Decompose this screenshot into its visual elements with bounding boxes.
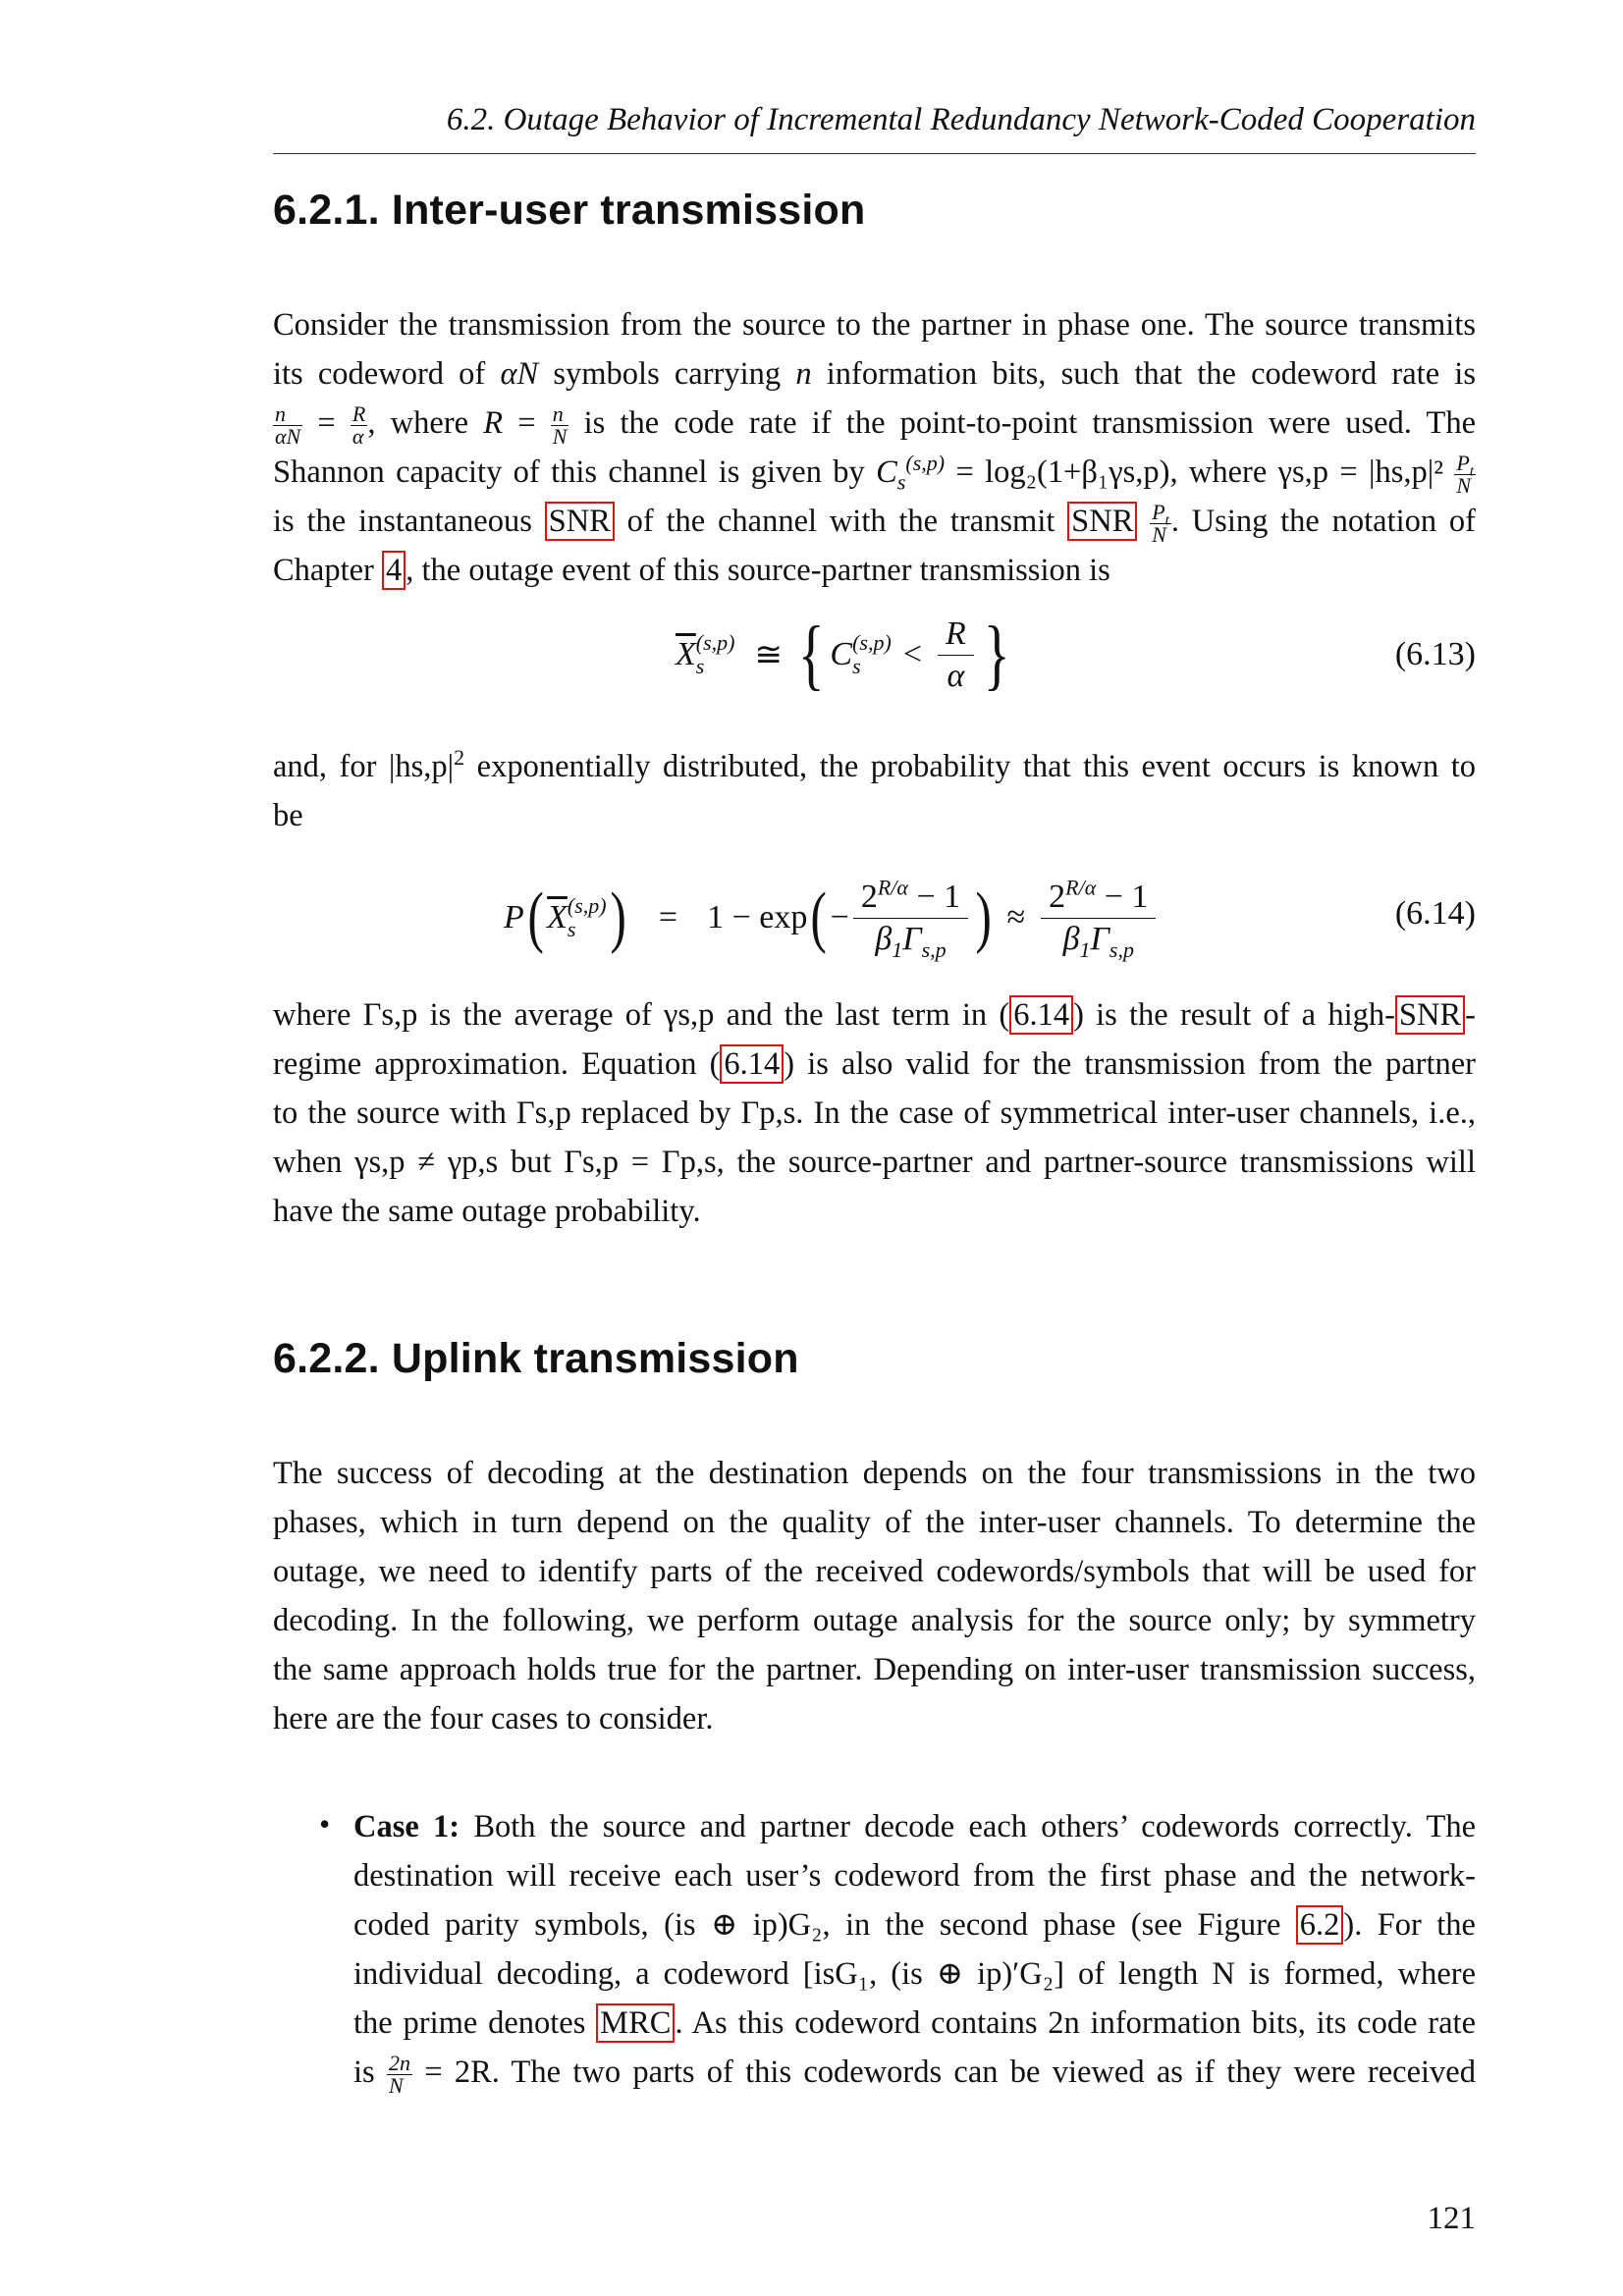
fraction-R-over-alpha: $\frac{R}{\alpha}$ (352, 401, 366, 450)
text-line: and, for $|hs,p|^2$ exponentially distributed, the probability that this event occurs is known to (273, 745, 1476, 784)
fraction-n-over-alphaN: $\frac{n}{\alpha N}$ (275, 401, 301, 450)
text-line: its codeword of αN symbols carrying n information bits, such that the codeword rate is (273, 356, 1476, 392)
link-mrc[interactable]: MRC (596, 2003, 675, 2043)
header-rule (273, 153, 1476, 154)
text-line: is the instantaneous SNR of the channel with the transmit SNR $\frac{P_t}{N}$ . Using the notation of (273, 500, 1476, 548)
text-line: decoding. In the following, we perform outage analysis for the source only; by symmetry (273, 1603, 1476, 1638)
link-snr[interactable]: SNR (1067, 502, 1137, 541)
text-line: be (273, 798, 303, 833)
equation-6-14: P ( $\overline{X}$ (s,p) s ) = 1 − exp ( − $\frac{2^{R/\alpha} - 1}{\beta_1\Gamma_{s,p}}$ ) ≈ $\frac{2^{R/\alpha} - 1}{\beta_1\Gamma_{s,p}}$ (6.14) (504, 875, 1476, 962)
paragraph-exponential (273, 742, 1476, 840)
text-line: to the source with Γs,p replaced by Γp,s. In the case of symmetrical inter-user channels, i.e., (273, 1095, 1476, 1131)
text-line: when γs,p ≠ γp,s but Γs,p = Γp,s, the source-partner and partner-source transmissions will (273, 1145, 1476, 1180)
section-heading-uplink: 6.2.2. Uplink transmission (273, 1335, 799, 1382)
case-label: Case 1: (353, 1809, 460, 1844)
text-line: Chapter 4 , the outage event of this source-partner transmission is (273, 553, 1110, 588)
text-line: Case 1: Both the source and partner decode each others’ codewords correctly. The (353, 1809, 1476, 1844)
text-line: the same approach holds true for the partner. Depending on inter-user transmission success, (273, 1652, 1476, 1687)
link-figure-6-2[interactable]: 6.2 (1296, 1905, 1344, 1945)
link-snr[interactable]: SNR (1395, 995, 1465, 1035)
text-line: the prime denotes MRC . As this codeword contains 2n information bits, its code rate (353, 2005, 1476, 2041)
text-line: is $\frac{2n}{N}$ = 2R. The two parts of this codewords can be viewed as if they were received (353, 2051, 1476, 2099)
link-chapter-4[interactable]: 4 (382, 551, 406, 590)
text-line: phases, which in turn depend on the quality of the inter-user channels. To determine the (273, 1505, 1476, 1540)
text-line: have the same outage probability. (273, 1194, 701, 1229)
text-line: outage, we need to identify parts of the received codewords/symbols that will be used for (273, 1554, 1476, 1589)
text-line: individual decoding, a codeword [isG₁, (is ⊕ ip)′G₂] of length N is formed, where (353, 1956, 1476, 1992)
paragraph-inter-user (273, 300, 1476, 595)
text-line: The success of decoding at the destination depends on the four transmissions in the two (273, 1456, 1476, 1491)
link-eq-6-14[interactable]: 6.14 (1009, 995, 1073, 1035)
text-line: coded parity symbols, (is ⊕ ip)G₂, in the second phase (see Figure 6.2 ). For the (353, 1907, 1476, 1943)
equation-number: (6.14) (1394, 895, 1476, 932)
link-eq-6-14[interactable]: 6.14 (720, 1044, 784, 1084)
list-item-case-1 (353, 1802, 1476, 2097)
text-line: where Γs,p is the average of γs,p and the last term in ( 6.14 ) is the result of a high- SNR - (273, 997, 1476, 1033)
equation-number: (6.13) (1394, 636, 1476, 672)
text-line: Shannon capacity of this channel is given by $C_s^{(s,p)} = \log_2(1+\beta_1\gamma s,p)$, where γs,p = |hs,p|² $\frac{P_t}{N}$ (273, 451, 1475, 499)
paragraph-uplink (273, 1449, 1476, 1743)
text-line: Consider the transmission from the source to the partner in phase one. The source transmits (273, 307, 1476, 343)
link-snr[interactable]: SNR (545, 502, 615, 541)
paragraph-approximation (273, 990, 1476, 1236)
bullet-marker: • (319, 1806, 331, 1842)
fraction-n-over-N: $\frac{n}{N}$ (552, 401, 568, 450)
page-number: 121 (1427, 2201, 1476, 2236)
equation-6-13: $\overline{X}$ (s,p) s ≅ { C (s,p) s < R α } (6.13) (676, 612, 1476, 698)
text-line: destination will receive each user’s codeword from the first phase and the network- (353, 1858, 1476, 1894)
text-line: here are the four cases to consider. (273, 1701, 714, 1736)
running-header: 6.2. Outage Behavior of Incremental Redundancy Network-Coded Cooperation (446, 102, 1476, 137)
text-line: $\frac{n}{\alpha N}$ = $\frac{R}{\alpha}$ , where R = $\frac{n}{N}$ is the code rate if the point-to-point transmission were used. The (275, 401, 1476, 450)
section-heading-inter-user: 6.2.1. Inter-user transmission (273, 187, 866, 234)
text-line: regime approximation. Equation ( 6.14 ) is also valid for the transmission from the partner (273, 1046, 1477, 1082)
